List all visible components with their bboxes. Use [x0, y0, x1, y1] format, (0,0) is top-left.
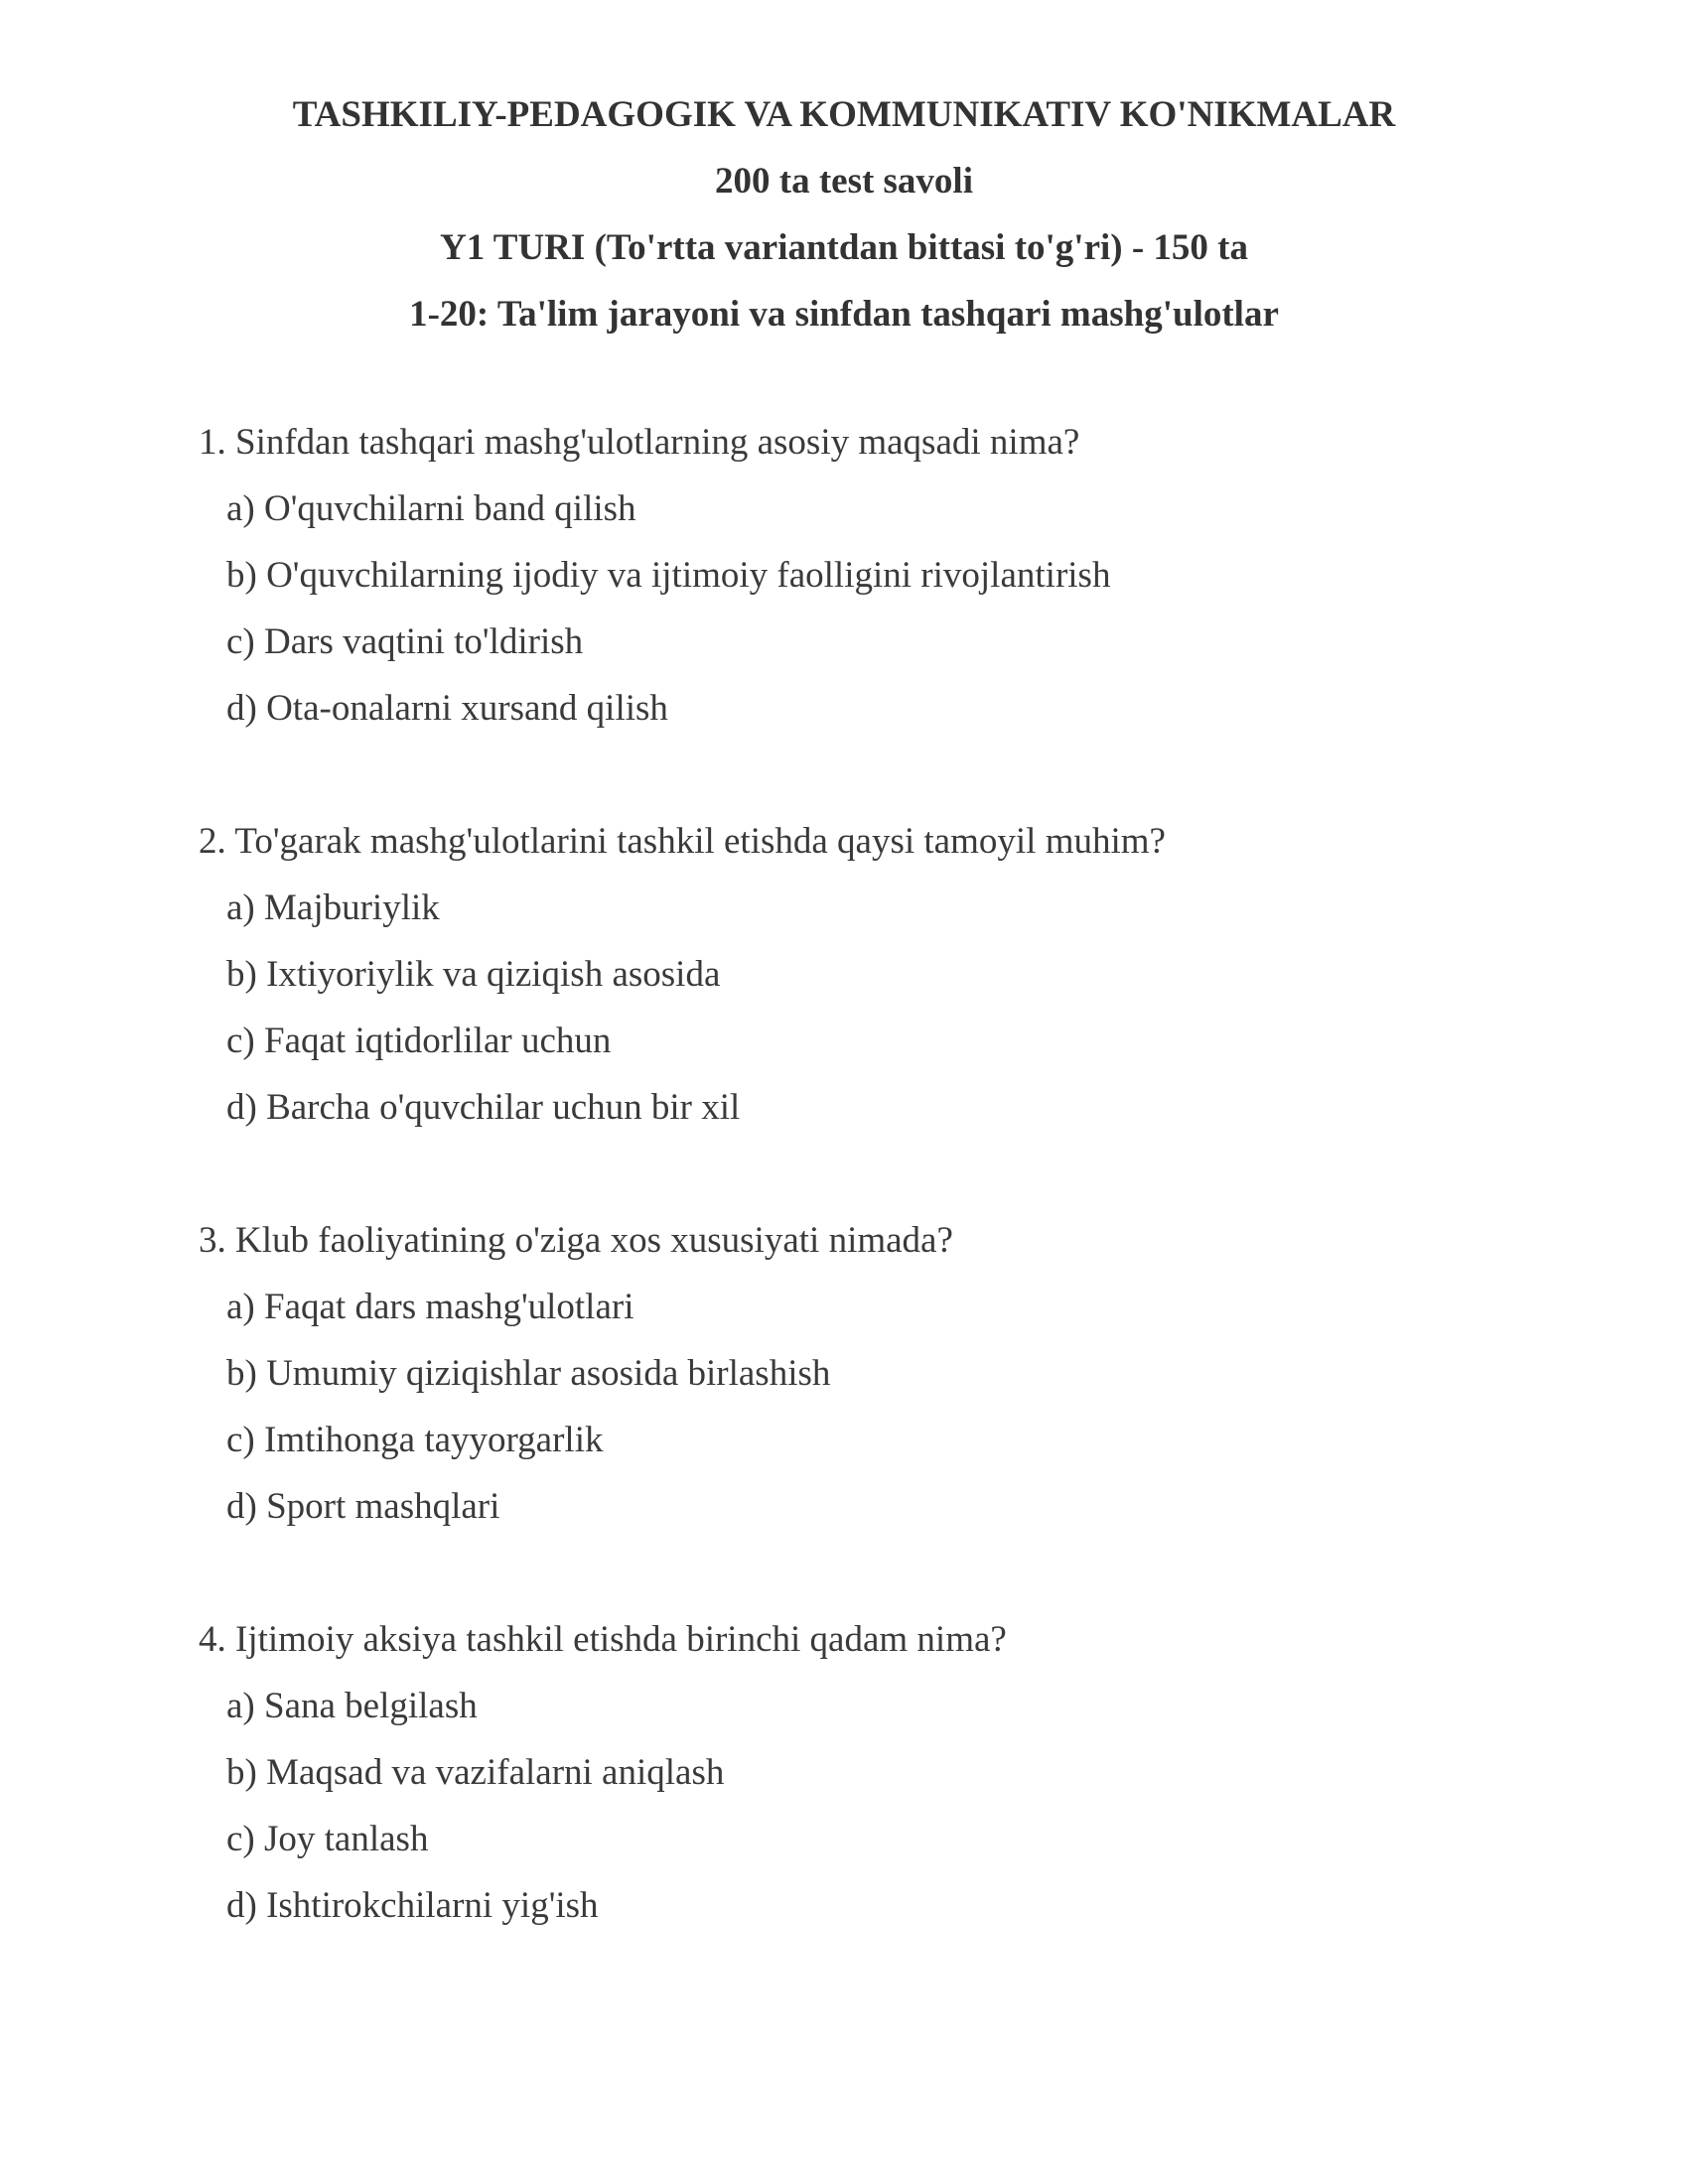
question-2	[199, 808, 1589, 1141]
option-d: d) Ota-onalarni xursand qilish	[226, 688, 668, 729]
option-d: d) Sport mashqlari	[226, 1486, 500, 1527]
option-c: c) Imtihonga tayyorgarlik	[226, 1420, 604, 1460]
question-1	[199, 409, 1589, 742]
option-a: a) Sana belgilash	[226, 1686, 478, 1726]
question-text: 1. Sinfdan tashqari mashg'ulotlarning asosiy maqsadi nima?	[199, 422, 1080, 463]
option-a: a) Majburiylik	[226, 887, 440, 928]
option-c: c) Joy tanlash	[226, 1819, 429, 1859]
option-a: a) O'quvchilarni band qilish	[226, 488, 636, 529]
option-b: b) Maqsad va vazifalarni aniqlash	[226, 1752, 725, 1793]
option-a: a) Faqat dars mashg'ulotlari	[226, 1287, 634, 1327]
option-d: d) Ishtirokchilarni yig'ish	[226, 1885, 599, 1926]
section-title: 1-20: Ta'lim jarayoni va sinfdan tashqari mashg'ulotlar	[409, 294, 1279, 335]
question-3	[199, 1207, 1589, 1540]
option-b: b) Umumiy qiziqishlar asosida birlashish	[226, 1353, 831, 1394]
question-4	[199, 1606, 1589, 1939]
option-c: c) Dars vaqtini to'ldirish	[226, 621, 584, 662]
option-c: c) Faqat iqtidorlilar uchun	[226, 1021, 612, 1061]
test-type: Y1 TURI (To'rtta variantdan bittasi to'g'ri) - 150 ta	[440, 227, 1248, 268]
option-b: b) O'quvchilarning ijodiy va ijtimoiy faolligini rivojlantirish	[226, 555, 1111, 596]
question-text: 3. Klub faoliyatining o'ziga xos xususiyati nimada?	[199, 1220, 953, 1261]
question-list	[199, 409, 1589, 2005]
document-title: TASHKILIY-PEDAGOGIK VA KOMMUNIKATIV KO'NIKMALAR	[292, 94, 1396, 135]
question-count: 200 ta test savoli	[715, 161, 973, 202]
document-header	[0, 81, 1688, 347]
question-text: 2. To'garak mashg'ulotlarini tashkil etishda qaysi tamoyil muhim?	[199, 821, 1166, 862]
question-text: 4. Ijtimoiy aksiya tashkil etishda birinchi qadam nima?	[199, 1619, 1007, 1660]
option-d: d) Barcha o'quvchilar uchun bir xil	[226, 1087, 741, 1128]
option-b: b) Ixtiyoriylik va qiziqish asosida	[226, 954, 721, 995]
